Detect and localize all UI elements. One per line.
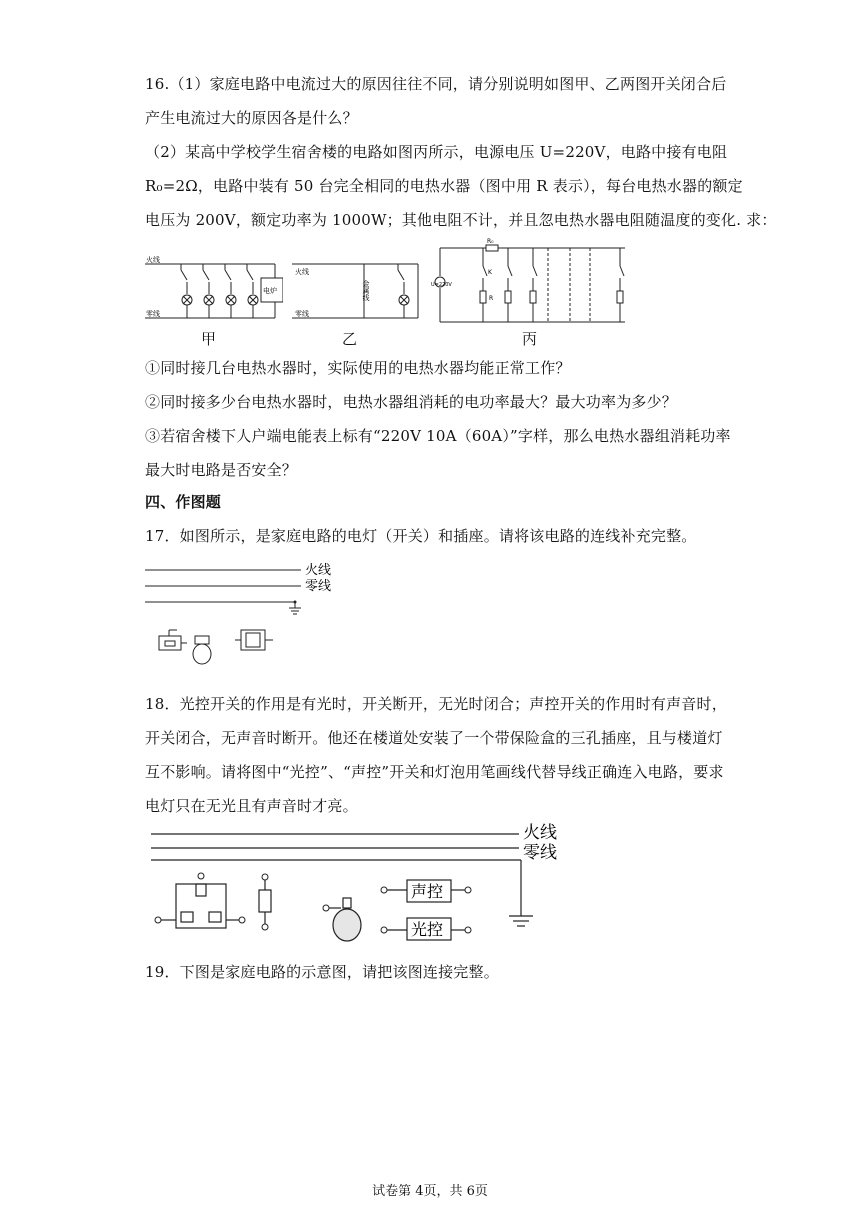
yi-live-label: 火线 [295,268,309,276]
q16-sub3-line2: 最大时电路是否安全？ [145,461,298,479]
q18-figure [143,820,573,950]
q16-part2-line3: 电压为 200V，额定功率为 1000W；其他电阻不计，并且忽电热水器电阻随温度的变化. 求： [145,211,777,229]
q18-line3: 互不影响。请将图中“光控”、“声控”开关和灯泡用笔画线代替导线正确连入电路，要求 [145,763,724,781]
q17-live-label: 火线 [305,563,332,578]
figure-yi-caption: 乙 [342,330,358,348]
bing-source-label: U=220V [431,282,452,288]
q18-neutral-label: 零线 [523,843,557,863]
q16-part1-line1: 16.（1）家庭电路中电流过大的原因往往不同，请分别说明如图甲、乙两图开关闭合后 [145,75,727,93]
figure-yi [290,250,430,330]
q17-figure [143,556,343,686]
yi-neutral-label: 零线 [295,310,309,318]
q16-sub1: ①同时接几台电热水器时，实际使用的电热水器均能正常工作？ [145,359,571,377]
q18-light-switch-label: 光控 [411,920,444,939]
bing-r0-label: R₀ [487,238,494,245]
yi-wire-label: 金属线 [362,280,370,301]
q17-neutral-label: 零线 [305,579,332,594]
figure-bing-caption: 丙 [522,330,538,348]
bing-resistor-label: R [489,295,494,302]
q19-text: 19．下图是家庭电路的示意图，请把该图连接完整。 [145,963,499,981]
q16-part1-line2: 产生电流过大的原因各是什么？ [145,109,358,127]
jia-neutral-label: 零线 [146,310,160,318]
section-heading: 四、作图题 [145,493,222,511]
jia-live-label: 火线 [146,256,160,264]
figure-jia-caption: 甲 [201,330,217,348]
q18-line2: 开关闭合，无声音时断开。他还在楼道处安装了一个带保险盒的三孔插座，且与楼道灯 [145,729,723,747]
bing-switch-label: K [488,269,492,276]
jia-stove-label: 电炉 [263,287,277,295]
q16-sub3-line1: ③若宿舍楼下人户端电能表上标有“220V 10A（60A）”字样，那么电热水器组消耗功率 [145,427,731,445]
q18-live-label: 火线 [523,823,557,843]
q18-sound-switch-label: 声控 [411,882,444,901]
q17-text: 17．如图所示，是家庭电路的电灯（开关）和插座。请将该电路的连线补充完整。 [145,527,697,545]
q18-line1: 18．光控开关的作用是有光时，开关断开，无光时闭合；声控开关的作用时有声音时， [145,695,727,713]
q16-part2-line1: （2）某高中学校学生宿舍楼的电路如图丙所示，电源电压 U=220V，电路中接有电阻 [145,143,728,161]
q16-part2-line2: R₀=2Ω，电路中装有 50 台完全相同的电热水器（图中用 R 表示），每台电热水器的额定 [145,177,743,195]
page-footer: 试卷第 4页，共 6页 [372,1184,488,1199]
q18-line4: 电灯只在无光且有声音时才亮。 [145,797,358,815]
figure-bing [430,236,630,328]
figure-jia [143,250,283,330]
q16-sub2: ②同时接多少台电热水器时，电热水器组消耗的电功率最大？最大功率为多少？ [145,393,678,411]
